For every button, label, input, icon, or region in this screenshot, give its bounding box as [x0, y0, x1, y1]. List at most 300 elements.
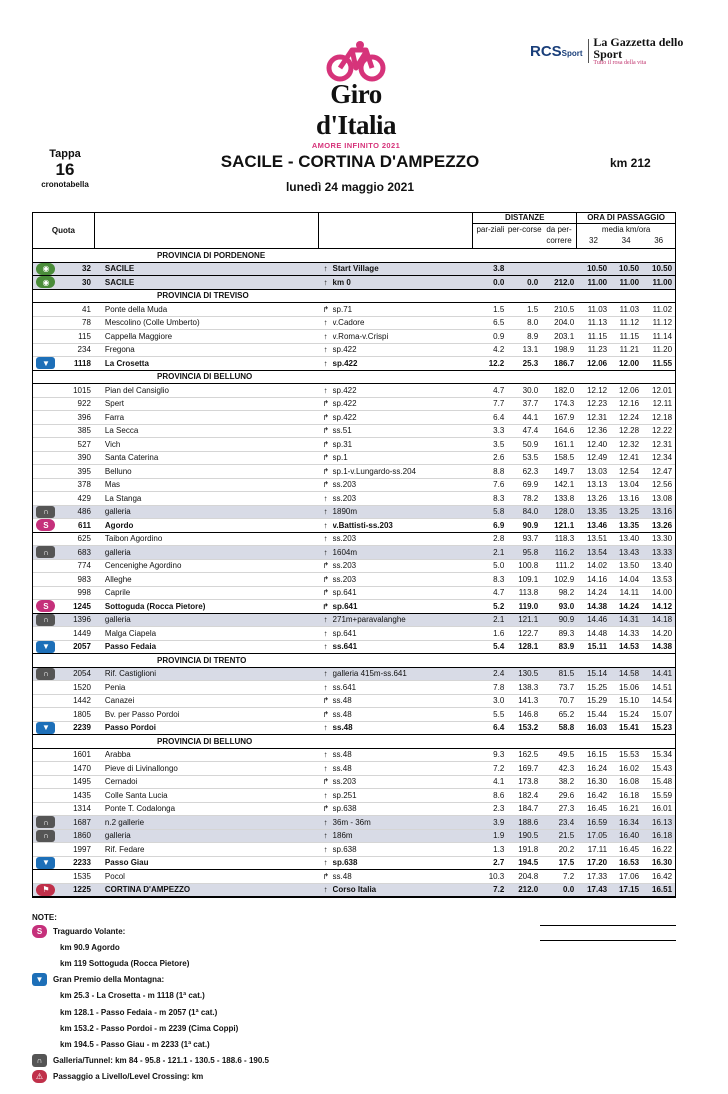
dist-covered: 30.0	[522, 385, 539, 395]
dist-partial: 2.3	[493, 804, 505, 814]
header-quota: Quota	[33, 213, 95, 248]
road: ss.203	[332, 561, 357, 571]
direction-arrow-icon: ↱	[322, 412, 329, 422]
table-row	[33, 519, 675, 533]
start-icon: ◉	[36, 263, 55, 275]
location: Fregona	[104, 345, 135, 355]
brand-tagline: AMORE INFINITO 2021	[311, 141, 401, 150]
dist-covered: 8.9	[527, 331, 539, 341]
altitude: 1997	[73, 844, 91, 854]
table-row	[33, 641, 675, 655]
dist-remaining: 70.7	[558, 696, 575, 706]
stage-number-block: Tappa 16 cronotabella	[41, 148, 89, 189]
direction-arrow-icon: ↑	[323, 507, 328, 517]
time-36: 11.02	[652, 304, 673, 314]
dist-covered: 194.5	[518, 858, 539, 868]
time-34: 16.53	[619, 858, 640, 868]
table-header	[33, 213, 675, 249]
altitude: 1601	[73, 750, 91, 760]
dist-covered: 62.3	[522, 466, 539, 476]
road: sp.1	[332, 453, 348, 463]
dist-remaining: 42.3	[558, 763, 575, 773]
row-icon-cell	[33, 357, 59, 370]
direction-arrow-icon: ↑	[323, 682, 328, 692]
traguardo-volante-icon: S	[32, 925, 47, 938]
dist-remaining: 38.2	[558, 777, 575, 787]
dist-covered: 162.5	[518, 750, 539, 760]
time-32: 11.03	[587, 304, 608, 314]
time-34: 12.00	[619, 358, 640, 368]
gpm-icon: ▼	[36, 857, 55, 869]
direction-arrow-icon: ↱	[322, 588, 329, 598]
table-row	[33, 276, 675, 290]
dist-remaining: 118.3	[554, 534, 575, 544]
dist-remaining: 186.7	[554, 358, 575, 368]
dist-partial: 5.0	[493, 561, 505, 571]
altitude: 683	[77, 547, 91, 557]
time-36: 15.59	[652, 790, 673, 800]
direction-arrow-icon: ↱	[322, 439, 329, 449]
table-row	[33, 668, 675, 682]
time-34: 17.06	[619, 871, 640, 881]
time-36: 11.55	[652, 358, 673, 368]
gpm-icon: ▼	[36, 357, 55, 369]
location: SACILE	[104, 264, 135, 274]
table-row	[33, 465, 675, 479]
direction-arrow-icon: ↱	[322, 453, 329, 463]
road: sp.638	[332, 858, 358, 868]
road: ss.48	[332, 696, 352, 706]
dist-partial: 4.7	[493, 385, 505, 395]
table-row	[33, 317, 675, 331]
time-36: 14.54	[652, 696, 673, 706]
time-36: 15.48	[652, 777, 673, 787]
header-ora: ORA DI PASSAGGIO media km/ora 32 34 36	[577, 213, 675, 248]
row-icon-cell	[33, 600, 59, 613]
road: 186m	[332, 831, 353, 841]
time-34: 12.32	[619, 439, 640, 449]
time-36: 13.16	[652, 507, 673, 517]
row-icon-cell	[33, 884, 59, 897]
road: 271m+paravalanghe	[332, 615, 406, 625]
row-icon-cell	[33, 843, 59, 856]
dist-remaining: 102.9	[554, 574, 575, 584]
dist-partial: 7.2	[493, 763, 505, 773]
row-icon-cell	[33, 465, 59, 478]
road: ss.51	[332, 426, 352, 436]
time-32: 12.31	[587, 412, 608, 422]
time-32: 17.11	[587, 844, 608, 854]
time-36: 16.42	[652, 871, 673, 881]
time-32: 16.59	[587, 817, 608, 827]
dist-partial: 3.8	[493, 264, 505, 274]
row-icon-cell	[33, 411, 59, 424]
altitude: 1314	[73, 804, 91, 814]
direction-arrow-icon: ↑	[323, 844, 328, 854]
altitude: 2239	[73, 723, 91, 733]
direction-arrow-icon: ↑	[323, 493, 328, 503]
stage-distance: km 212	[610, 156, 651, 170]
dist-remaining: 204.0	[554, 318, 575, 328]
row-icon-cell	[33, 398, 59, 411]
time-34: 16.40	[619, 831, 640, 841]
time-34: 13.40	[619, 534, 640, 544]
tunnel-icon: ∩	[36, 816, 55, 828]
row-icon-cell	[33, 803, 59, 816]
stage-number: 16	[55, 160, 75, 179]
location: Taibon Agordino	[104, 534, 163, 544]
time-34: 12.54	[619, 466, 640, 476]
altitude: 1860	[73, 831, 91, 841]
dist-remaining: 212.0	[554, 277, 575, 287]
time-36: 15.23	[652, 723, 673, 733]
altitude: 2057	[73, 642, 91, 652]
table-row	[33, 789, 675, 803]
time-34: 13.04	[619, 480, 640, 490]
road: galleria 415m-ss.641	[332, 669, 407, 679]
time-36: 12.22	[652, 426, 673, 436]
dist-partial: 8.3	[493, 493, 505, 503]
row-icon-cell	[33, 519, 59, 532]
direction-arrow-icon: ↱	[322, 777, 329, 787]
direction-arrow-icon: ↑	[323, 547, 328, 557]
time-32: 14.48	[587, 628, 608, 638]
table-row	[33, 843, 675, 857]
time-34: 13.25	[619, 507, 640, 517]
time-36: 15.43	[652, 763, 673, 773]
dist-covered: 78.2	[522, 493, 539, 503]
time-36: 13.30	[652, 534, 673, 544]
road: sp.422	[332, 358, 358, 368]
altitude: 2233	[73, 858, 91, 868]
time-36: 12.31	[652, 439, 673, 449]
dist-remaining: 142.1	[554, 480, 575, 490]
dist-partial: 8.8	[493, 466, 505, 476]
dist-covered: 0.0	[527, 277, 539, 287]
time-34: 14.04	[619, 574, 640, 584]
time-36: 16.13	[652, 817, 673, 827]
table-body	[33, 249, 675, 897]
time-32: 14.16	[587, 574, 608, 584]
altitude: 115	[78, 331, 91, 341]
giro-logo	[300, 40, 412, 150]
dist-covered: 69.9	[522, 480, 539, 490]
time-32: 16.30	[587, 777, 608, 787]
time-36: 12.11	[652, 399, 673, 409]
dist-partial: 5.4	[493, 642, 505, 652]
time-34: 16.02	[619, 763, 640, 773]
time-36: 11.20	[652, 345, 673, 355]
time-32: 15.29	[587, 696, 608, 706]
tunnel-icon: ∩	[36, 614, 55, 626]
row-icon-cell	[33, 533, 59, 546]
table-row	[33, 506, 675, 520]
time-32: 12.12	[587, 385, 608, 395]
tunnel-icon: ∩	[32, 1054, 47, 1067]
altitude: 527	[77, 439, 91, 449]
location: Belluno	[104, 466, 132, 476]
time-36: 11.00	[652, 277, 673, 287]
time-34: 11.00	[619, 277, 640, 287]
time-32: 11.23	[587, 345, 608, 355]
time-36: 14.00	[652, 588, 673, 598]
dist-partial: 5.5	[493, 709, 505, 719]
direction-arrow-icon: ↑	[323, 615, 328, 625]
dist-remaining: 90.9	[558, 615, 575, 625]
row-icon-cell	[33, 708, 59, 721]
dist-partial: 2.8	[493, 534, 505, 544]
time-36: 12.34	[652, 453, 673, 463]
location: Santa Caterina	[104, 453, 159, 463]
location: La Secca	[104, 426, 139, 436]
time-34: 11.21	[619, 345, 640, 355]
row-icon-cell	[33, 479, 59, 492]
dist-partial: 5.8	[493, 507, 505, 517]
location: Pieve di Livinallongo	[104, 763, 178, 773]
time-36: 16.22	[652, 844, 673, 854]
location: Malga Ciapela	[104, 628, 157, 638]
rcs-logo: RCSSport	[530, 42, 583, 60]
row-icon-cell	[33, 425, 59, 438]
road: v.Cadore	[332, 318, 365, 328]
table-row	[33, 411, 675, 425]
road: sp.638	[332, 804, 357, 814]
direction-arrow-icon: ↑	[323, 385, 328, 395]
dist-covered: 95.8	[522, 547, 539, 557]
dist-covered: 138.3	[518, 682, 539, 692]
altitude: 1245	[73, 601, 91, 611]
table-row	[33, 600, 675, 614]
road: ss.48	[332, 871, 352, 881]
table-row	[33, 479, 675, 493]
row-icon-cell	[33, 317, 59, 330]
altitude: 1015	[73, 385, 91, 395]
altitude: 78	[82, 318, 91, 328]
direction-arrow-icon: ↑	[323, 790, 328, 800]
direction-arrow-icon: ↑	[323, 831, 328, 841]
time-34: 16.18	[619, 790, 640, 800]
dist-remaining: 167.9	[554, 412, 575, 422]
dist-covered: 153.2	[518, 723, 539, 733]
dist-remaining: 20.2	[558, 844, 575, 854]
time-34: 16.45	[619, 844, 640, 854]
direction-arrow-icon: ↑	[323, 817, 328, 827]
time-34: 14.58	[619, 669, 640, 679]
dist-remaining: 164.6	[554, 426, 575, 436]
road: sp.251	[332, 790, 357, 800]
gpm-icon: ▼	[36, 641, 55, 653]
row-icon-cell	[33, 722, 59, 735]
dist-remaining: 83.9	[558, 642, 575, 652]
direction-arrow-icon: ↑	[323, 331, 328, 341]
location: Cappella Maggiore	[104, 331, 173, 341]
dist-partial: 3.0	[493, 696, 505, 706]
direction-arrow-icon: ↱	[322, 871, 329, 881]
row-icon-cell	[33, 330, 59, 343]
dist-remaining: 182.0	[554, 385, 575, 395]
location: Caprile	[104, 588, 131, 598]
road: ss.203	[332, 534, 357, 544]
dist-partial: 3.9	[493, 817, 505, 827]
dist-covered: 184.7	[518, 804, 539, 814]
row-icon-cell	[33, 681, 59, 694]
location: CORTINA D'AMPEZZO	[104, 885, 191, 895]
time-34: 12.06	[619, 385, 640, 395]
dist-covered: 212.0	[518, 885, 539, 895]
direction-arrow-icon: ↱	[322, 574, 329, 584]
dist-partial: 7.2	[493, 885, 505, 895]
dist-remaining: 0.0	[563, 885, 575, 895]
time-36: 12.56	[652, 480, 673, 490]
time-36: 14.41	[652, 669, 673, 679]
time-32: 11.15	[587, 331, 608, 341]
direction-arrow-icon: ↱	[322, 426, 329, 436]
direction-arrow-icon: ↑	[323, 358, 328, 368]
dist-remaining: 21.5	[558, 831, 575, 841]
dist-partial: 3.5	[493, 439, 505, 449]
altitude: 385	[77, 426, 91, 436]
traguardo-volante-icon: S	[36, 519, 55, 531]
location: Canazei	[104, 696, 135, 706]
dist-partial: 7.7	[493, 399, 505, 409]
row-icon-cell	[33, 303, 59, 316]
direction-arrow-icon: ↱	[322, 804, 329, 814]
road: ss.641	[332, 642, 358, 652]
time-32: 15.14	[587, 669, 608, 679]
dist-remaining: 161.1	[554, 439, 575, 449]
dist-remaining: 7.2	[563, 871, 575, 881]
time-32: 13.13	[587, 480, 608, 490]
direction-arrow-icon: ↱	[322, 709, 329, 719]
road: sp.422	[332, 345, 357, 355]
location: galleria	[104, 507, 131, 517]
dist-covered: 173.8	[518, 777, 539, 787]
dist-covered: 47.4	[522, 426, 539, 436]
dist-covered: 1.5	[527, 304, 539, 314]
altitude: 395	[77, 466, 91, 476]
time-36: 13.53	[652, 574, 673, 584]
dist-covered: 190.5	[518, 831, 539, 841]
road: sp.422	[332, 385, 357, 395]
road: sp.641	[332, 601, 358, 611]
location: Passo Fedaia	[104, 642, 157, 652]
direction-arrow-icon: ↱	[322, 601, 329, 611]
location: Passo Giau	[104, 858, 149, 868]
dist-partial: 6.9	[493, 520, 505, 530]
road: km 0	[332, 277, 351, 287]
dist-remaining: 111.2	[555, 561, 575, 571]
gpm-icon: ▼	[32, 973, 47, 986]
table-row	[33, 452, 675, 466]
time-36: 13.08	[652, 493, 673, 503]
table-row	[33, 263, 675, 277]
time-32: 16.03	[587, 723, 608, 733]
altitude: 1495	[73, 777, 91, 787]
dist-covered: 191.8	[518, 844, 539, 854]
altitude: 1535	[73, 871, 91, 881]
altitude: 429	[77, 493, 91, 503]
location: Passo Pordoi	[104, 723, 157, 733]
road: sp.638	[332, 844, 357, 854]
dist-remaining: 158.5	[554, 453, 575, 463]
dist-partial: 7.8	[493, 682, 505, 692]
dist-remaining: 174.3	[554, 399, 575, 409]
dist-covered: 93.7	[522, 534, 539, 544]
table-row	[33, 573, 675, 587]
row-icon-cell	[33, 762, 59, 775]
dist-remaining: 65.2	[558, 709, 575, 719]
time-36: 15.07	[652, 709, 673, 719]
row-icon-cell	[33, 587, 59, 600]
direction-arrow-icon: ↑	[323, 858, 328, 868]
dist-remaining: 29.6	[558, 790, 575, 800]
dist-partial: 1.6	[493, 628, 505, 638]
direction-arrow-icon: ↑	[323, 723, 328, 733]
altitude: 234	[77, 345, 91, 355]
dist-remaining: 17.5	[558, 858, 575, 868]
province-name: PROVINCIA DI PORDENONE	[157, 250, 266, 260]
province-header	[33, 249, 675, 263]
time-34: 16.21	[619, 804, 640, 814]
dist-remaining: 23.4	[558, 817, 575, 827]
start-icon: ◉	[36, 276, 55, 288]
location: Pocol	[104, 871, 125, 881]
altitude: 2054	[73, 669, 91, 679]
dist-covered: 25.3	[522, 358, 539, 368]
dist-partial: 1.3	[493, 844, 505, 854]
road: 1604m	[332, 547, 358, 557]
location: galleria	[104, 547, 131, 557]
time-32: 17.33	[587, 871, 608, 881]
table-row	[33, 425, 675, 439]
time-34: 15.41	[619, 723, 640, 733]
province-name: PROVINCIA DI BELLUNO	[157, 736, 253, 746]
tunnel-icon: ∩	[36, 546, 55, 558]
location: Arabba	[104, 750, 131, 760]
direction-arrow-icon: ↑	[323, 277, 328, 287]
altitude: 486	[77, 507, 91, 517]
road: ss.641	[332, 682, 357, 692]
road: sp.422	[332, 412, 357, 422]
dist-partial: 6.5	[493, 318, 505, 328]
row-icon-cell	[33, 263, 59, 276]
altitude: 1225	[73, 885, 91, 895]
location: Sottoguda (Rocca Pietore)	[104, 601, 206, 611]
table-row	[33, 533, 675, 547]
road: v.Roma-v.Crispi	[332, 331, 389, 341]
table-row	[33, 438, 675, 452]
location: galleria	[104, 615, 131, 625]
time-36: 16.30	[652, 858, 673, 868]
altitude: 998	[77, 588, 91, 598]
dist-remaining: 93.0	[558, 601, 575, 611]
row-icon-cell	[33, 857, 59, 870]
time-36: 13.40	[652, 561, 673, 571]
row-icon-cell	[33, 641, 59, 654]
direction-arrow-icon: ↑	[323, 264, 328, 274]
finish-icon: ⚑	[36, 884, 55, 896]
time-32: 13.03	[587, 466, 608, 476]
time-34: 14.31	[619, 615, 640, 625]
time-36: 12.18	[652, 412, 673, 422]
row-icon-cell	[33, 492, 59, 505]
time-32: 12.40	[587, 439, 608, 449]
dist-covered: 169.7	[518, 763, 539, 773]
dist-partial: 6.4	[493, 412, 505, 422]
road: Start Village	[332, 264, 379, 274]
direction-arrow-icon: ↱	[322, 304, 329, 314]
time-34: 16.34	[619, 817, 640, 827]
